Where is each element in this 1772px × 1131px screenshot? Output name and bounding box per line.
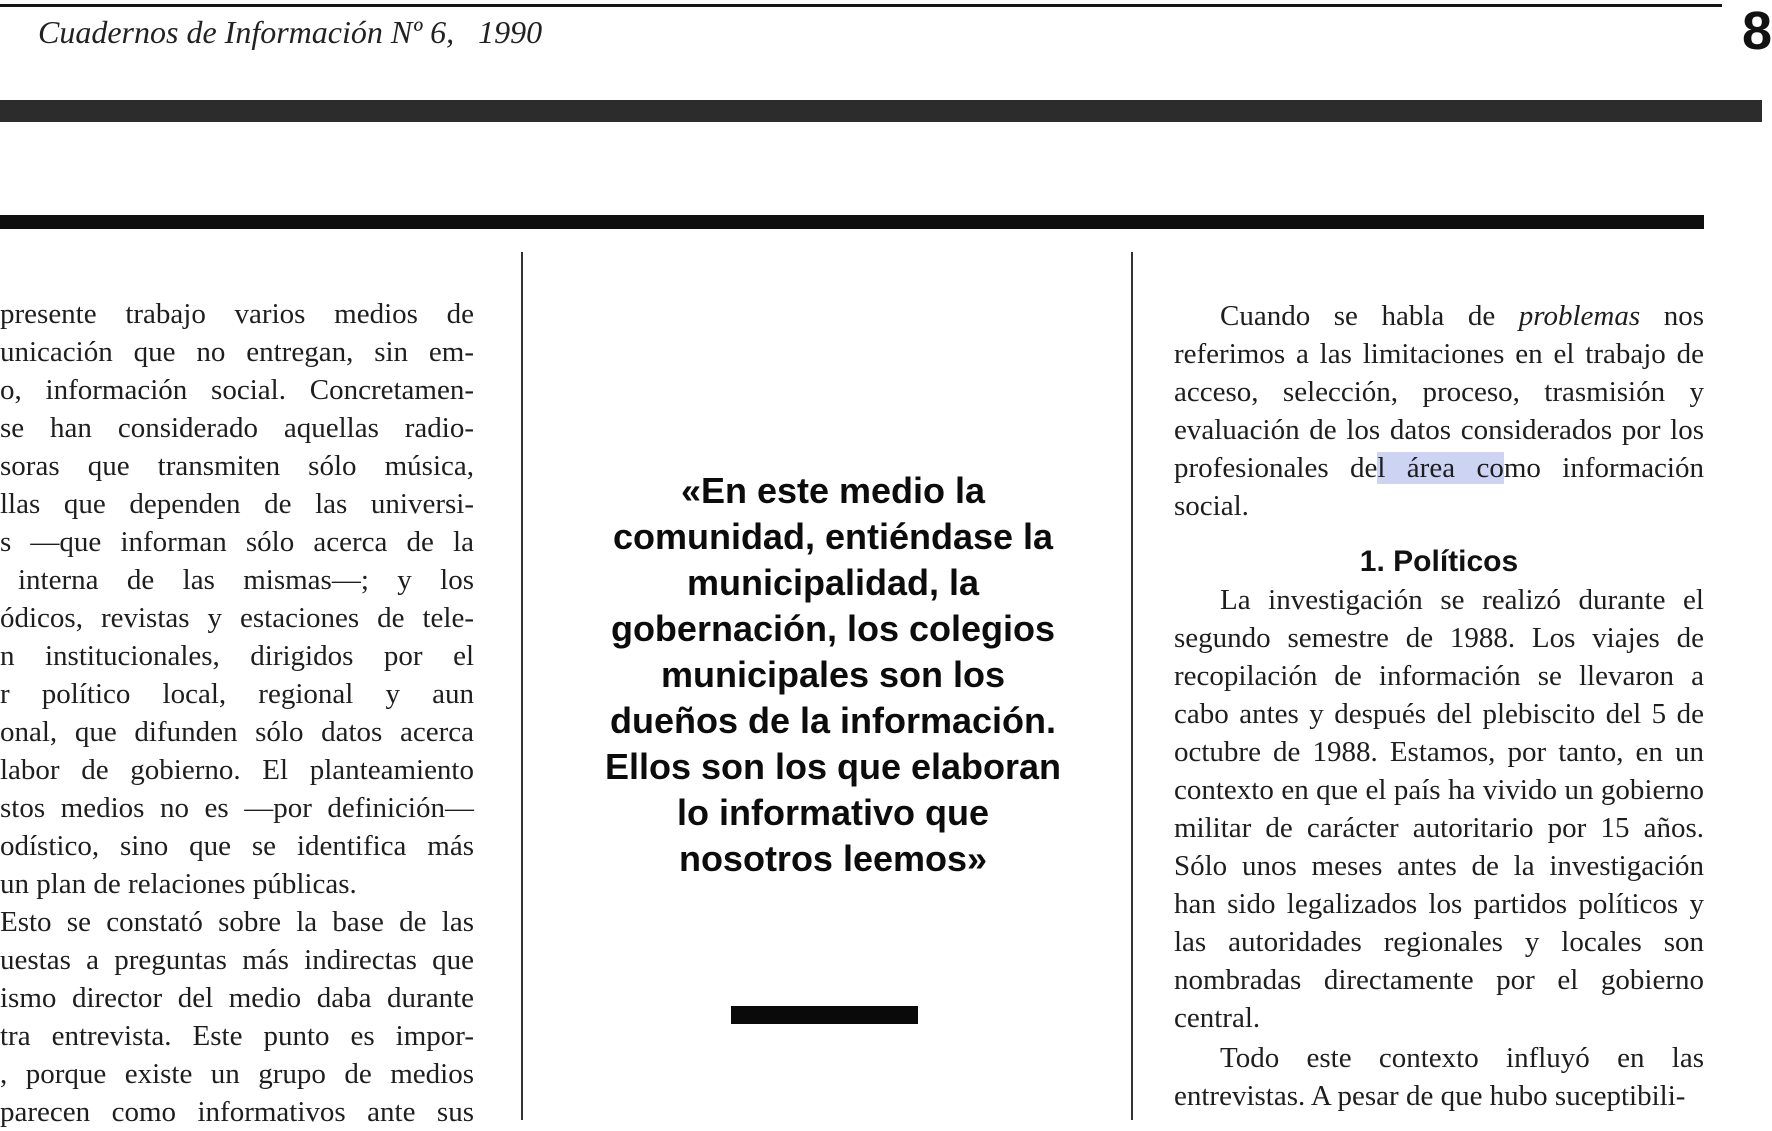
- left-line: odístico, sino que se identifica más: [0, 830, 474, 862]
- left-line: llas que dependen de las universi-: [0, 488, 474, 520]
- running-header: [38, 14, 542, 51]
- left-line: s —que informan sólo acerca de la: [0, 526, 474, 558]
- paragraph-investigacion: La investigación se realizó durante el segundo semestre de 1988. Los viajes de recopilación de información se llevaron a cabo antes y después del plebiscito del 5 de octubre de 1988. Estamos, por tanto, en un contexto en que el país ha vivido un gobierno militar de carácter autoritario por 15 años. Sólo unos meses antes de la investigación han sido legalizados los partidos políticos y las autoridades regionales y locales son nombradas directamente por el gobierno central.: [1174, 584, 1704, 1034]
- left-line: parecen como informativos ante sus: [0, 1096, 474, 1128]
- left-line: labor de gobierno. El planteamiento: [0, 754, 474, 786]
- left-line: uestas a preguntas más indirectas que: [0, 944, 474, 976]
- left-line: ódicos, revistas y estaciones de tele-: [0, 602, 474, 634]
- left-line: n institucionales, dirigidos por el: [0, 640, 474, 672]
- emphasis-problemas: problemas: [1518, 300, 1641, 332]
- left-line: o, información social. Concretamen-: [0, 374, 474, 406]
- text-selection-highlight[interactable]: l área co: [1377, 452, 1504, 484]
- top-rule: [0, 4, 1722, 7]
- left-line: onal, que difunden sólo datos acerca: [0, 716, 474, 748]
- column-divider-right: [1131, 252, 1133, 1120]
- section-rule: [0, 215, 1704, 229]
- column-divider-left: [521, 252, 523, 1120]
- left-line: , porque existe un grupo de medios: [0, 1058, 474, 1090]
- left-column: [0, 295, 474, 1128]
- left-line: tra entrevista. Este punto es impor-: [0, 1020, 474, 1052]
- left-line: unicación que no entregan, sin em-: [0, 336, 474, 368]
- journal-title: Cuadernos de Información Nº 6,: [38, 14, 455, 50]
- section-heading-politicos: 1. Políticos: [1359, 545, 1519, 578]
- left-line: un plan de relaciones públicas.: [0, 868, 357, 900]
- left-line: Esto se constató sobre la base de las: [0, 906, 474, 938]
- pull-quote-bar: [731, 1006, 918, 1024]
- left-line: interna de las mismas—; y los: [18, 564, 474, 596]
- pull-quote: «En este medio la comunidad, entiéndase la municipalidad, la gobernación, los colegios municipales son los dueños de la información. Ellos son los que elaboran lo informativo que nosotros leemos»: [604, 470, 1062, 879]
- page-number: 8: [1742, 1, 1772, 61]
- left-line: r político local, regional y aun: [0, 678, 474, 710]
- left-line: se han considerado aquellas radio-: [0, 412, 474, 444]
- paragraph-problemas: Cuando se habla de problemas nos referimos a las limitaciones en el trabajo de acceso, selección, proceso, trasmisión y evaluación de los datos considerados por los profesionales del área como información social.: [1174, 300, 1704, 522]
- left-line: ismo director del medio daba durante: [0, 982, 474, 1014]
- header-bar: [0, 100, 1762, 122]
- journal-year: 1990: [478, 14, 543, 50]
- left-line: presente trabajo varios medios de: [0, 298, 474, 330]
- left-line: soras que transmiten sólo música,: [0, 450, 474, 482]
- left-line: stos medios no es —por definición—: [0, 792, 474, 824]
- paragraph-contexto: Todo este contexto influyó en las entrevistas. A pesar de que hubo suceptibili-: [1174, 1042, 1704, 1112]
- right-column: [1174, 297, 1704, 1120]
